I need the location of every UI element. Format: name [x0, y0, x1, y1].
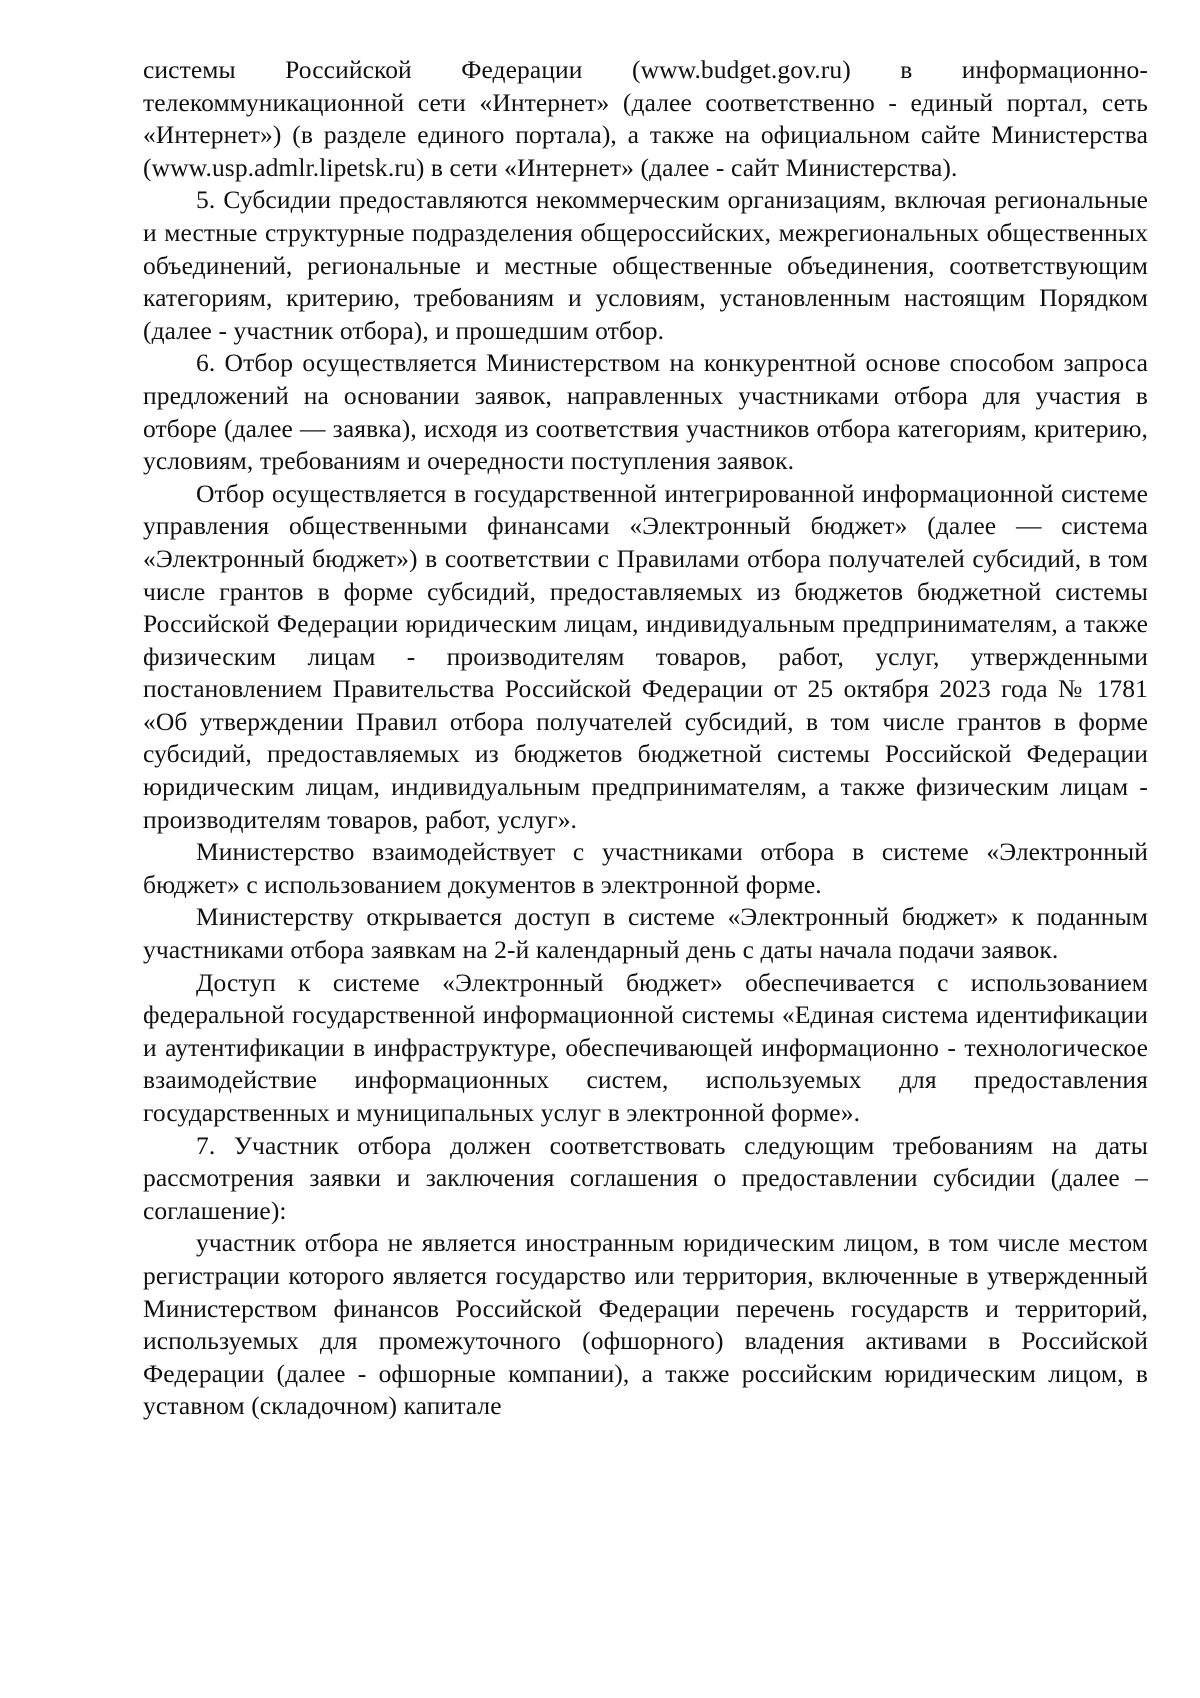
- paragraph-electronic-budget-rules: Отбор осуществляется в государственной интегрированной информационной системе управления общественными финансами «Электронный бюджет» (далее — система «Электронный бюджет») в соответствии с Правилами отбора получателей субсидий, в том числе грантов в форме субсидий, предоставляемых из бюджетов бюджетной системы Российской Федерации юридическим лицам, индивидуальным предпринимателям, а также физическим лицам - производителям товаров, работ, услуг, утвержденными постановлением Правительства Российской Федерации от 25 октября 2023 года № 1781 «Об утверждении Правил отбора получателей субсидий, в том числе грантов в форме субсидий, предоставляемых из бюджетов бюджетной системы Российской Федерации юридическим лицам, индивидуальным предпринимателям, а также физическим лицам - производителям товаров, работ, услуг».: [143, 478, 1148, 834]
- paragraph-foreign-entity-requirement: участник отбора не является иностранным юридическим лицом, в том числе местом регистрации которого является государство или территория, включенные в утвержденный Министерством финансов Российской Федерации перечень государств и территорий, используемых для промежуточного (офшорного) владения активами в Российской Федерации (далее - офшорные компании), а также российским юридическим лицом, в уставном (складочном) капитале: [143, 1228, 1148, 1421]
- document-page: [143, 54, 1148, 1423]
- paragraph-item-7-requirements: 7. Участник отбора должен соответствовать следующим требованиям на даты рассмотрения заявки и заключения соглашения о предоставлении субсидии (далее – соглашение):: [143, 1130, 1148, 1225]
- paragraph-system-access: Доступ к системе «Электронный бюджет» обеспечивается с использованием федеральной государственной информационной системы «Единая система идентификации и аутентификации в инфраструктуре, обеспечивающей информационно - технологическое взаимодействие информационных систем, используемых для предоставления государственных и муниципальных услуг в электронной форме».: [143, 967, 1148, 1127]
- paragraph-item-6-selection: 6. Отбор осуществляется Министерством на конкурентной основе способом запроса предложений на основании заявок, направленных участниками отбора для участия в отборе (далее — заявка), исходя из соответствия участников отбора категориям, критерию, условиям, требованиям и очередности поступления заявок.: [143, 348, 1148, 476]
- paragraph-item-5-recipients: 5. Субсидии предоставляются некоммерческим организациям, включая региональные и местные структурные подразделения общероссийских, межрегиональных общественных объединений, региональные и местные общественные объединения, соответствующим категориям, критерию, требованиям и условиям, установленным настоящим Порядком (далее - участник отбора), и прошедшим отбор.: [143, 185, 1148, 345]
- paragraph-ministry-access: Министерству открывается доступ в системе «Электронный бюджет» к поданным участниками отбора заявкам на 2-й календарный день с даты начала подачи заявок.: [143, 902, 1148, 965]
- paragraph-ministry-interaction: Министерство взаимодействует с участниками отбора в системе «Электронный бюджет» с использованием документов в электронной форме.: [143, 837, 1148, 899]
- paragraph-portal-site: системы Российской Федерации (www.budget.gov.ru) в информационно-телекоммуникационной сети «Интернет» (далее соответственно - единый портал, сеть «Интернет») (в разделе единого портала), а также на официальном сайте Министерства (www.usp.admlr.lipetsk.ru) в сети «Интернет» (далее - сайт Министерства).: [143, 55, 1148, 182]
